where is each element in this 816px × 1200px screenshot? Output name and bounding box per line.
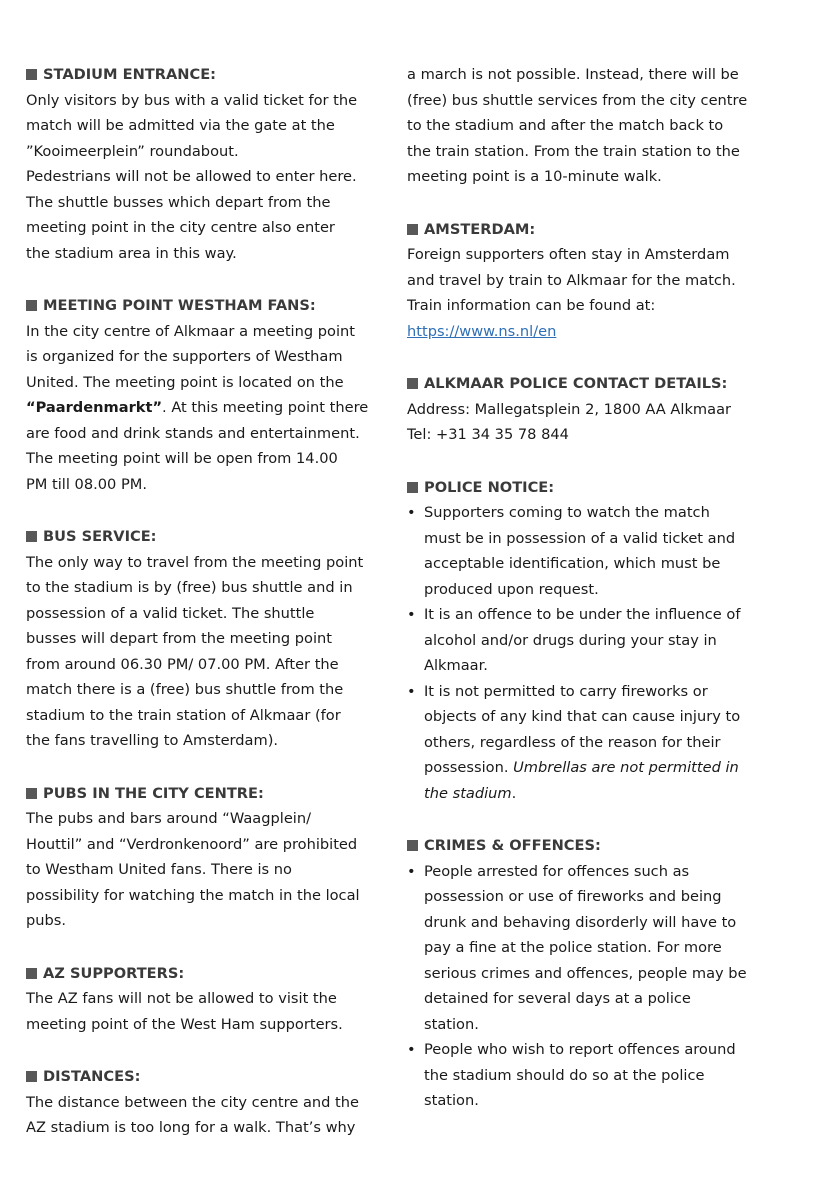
square-bullet-icon (26, 968, 37, 979)
square-bullet-icon (26, 531, 37, 542)
paragraph-line: meeting point in the city centre also enter (26, 219, 335, 236)
paragraph-line: Only visitors by bus with a valid ticket for the (26, 91, 358, 109)
paragraph-line: from around 06.30 PM/ 07.00 PM. After the (26, 655, 339, 673)
section-heading: AMSTERDAM: (407, 217, 757, 243)
square-bullet-icon (26, 1071, 37, 1082)
bullet-icon: • (407, 682, 416, 700)
ns-train-info-link[interactable]: https://www.ns.nl/en (407, 322, 557, 340)
section-heading: CRIMES & OFFENCES: (407, 833, 757, 859)
list-item: • People who wish to report offences around the stadium should do so at the police station. (407, 1037, 757, 1114)
police-telephone: Tel: +31 34 35 78 844 (407, 426, 569, 443)
pubs-section (26, 781, 371, 934)
paragraph-line: and travel by train to Alkmaar for the match. (407, 271, 736, 289)
square-bullet-icon (407, 224, 418, 235)
paragraph-line: possession of a valid ticket. The shuttle (26, 604, 315, 622)
section-heading: MEETING POINT WESTHAM FANS: (26, 293, 371, 319)
crimes-section (407, 833, 757, 1114)
list-item: • People arrested for offences such as possession or use of fireworks and being drunk and behaving disorderly will have to pay a fine at the police station. For more serious crimes and offences, people may be detained for several days at a police station. (407, 859, 757, 1038)
section-heading: POLICE NOTICE: (407, 475, 757, 501)
az-supporters-section (26, 961, 371, 1038)
paragraph-line: The only way to travel from the meeting point (26, 553, 364, 571)
paragraph-line: stadium to the train station of Alkmaar (for (26, 706, 341, 724)
paragraph-line: pubs. (26, 912, 67, 929)
paragraph-line: the train station. From the train station to the (407, 142, 740, 160)
paragraph-line: In the city centre of Alkmaar a meeting point (26, 322, 355, 340)
paragraph-line: PM till 08.00 PM. (26, 475, 148, 493)
paragraph-line: Houttil” and “Verdronkenoord” are prohibited (26, 835, 358, 853)
list-item: • Supporters coming to watch the match must be in possession of a valid ticket and acceptable identification, which must be produced upon request. (407, 500, 757, 602)
paragraph-line: match there is a (free) bus shuttle from the (26, 681, 344, 698)
paragraph-line: meeting point of the West Ham supporters. (26, 1015, 343, 1033)
paragraph-line: to Westham United fans. There is no (26, 861, 292, 878)
paragraph-line: Pedestrians will not be allowed to enter here. (26, 168, 357, 185)
paragraph-line: busses will depart from the meeting point (26, 630, 332, 647)
square-bullet-icon (407, 378, 418, 389)
section-heading: PUBS IN THE CITY CENTRE: (26, 781, 371, 807)
section-heading: DISTANCES: (26, 1064, 371, 1090)
amsterdam-section (407, 217, 757, 345)
list-item: • It is an offence to be under the influence of alcohol and/or drugs during your stay in Alkmaar. (407, 602, 757, 679)
paragraph-line: ”Kooimeerplein” roundabout. (26, 142, 239, 160)
square-bullet-icon (26, 788, 37, 799)
stadium-entrance-section (26, 62, 371, 266)
square-bullet-icon (26, 69, 37, 80)
paragraph-line: AZ stadium is too long for a walk. That’s why (26, 1119, 356, 1136)
paragraph-line: The shuttle busses which depart from the (26, 193, 331, 211)
bullet-icon: • (407, 1041, 416, 1058)
bullet-icon: • (407, 504, 416, 521)
paragraph-line: The distance between the city centre and the (26, 1093, 359, 1111)
paragraph-line: match will be admitted via the gate at the (26, 117, 335, 134)
right-column (407, 62, 757, 1141)
paragraph-line: to the stadium and after the match back to (407, 117, 724, 134)
umbrella-notice: Umbrellas are not permitted in (513, 759, 739, 776)
section-heading: STADIUM ENTRANCE: (26, 62, 371, 88)
section-heading: AZ SUPPORTERS: (26, 961, 371, 987)
paragraph-line: United. The meeting point is located on the (26, 373, 344, 391)
section-heading: BUS SERVICE: (26, 524, 371, 550)
paragraph-line: (free) bus shuttle services from the city centre (407, 91, 748, 109)
police-contact-section (407, 371, 757, 448)
meeting-location-name: “Paardenmarkt” (26, 399, 163, 416)
paragraph-line: The pubs and bars around “Waagplein/ (26, 810, 312, 827)
bullet-icon: • (407, 606, 416, 623)
paragraph-line: The AZ fans will not be allowed to visit the (26, 990, 337, 1007)
paragraph-line: possibility for watching the match in the local (26, 886, 360, 904)
paragraph-line: are food and drink stands and entertainment. (26, 424, 360, 442)
section-heading: ALKMAAR POLICE CONTACT DETAILS: (407, 371, 757, 397)
paragraph-line: Train information can be found at: (407, 297, 656, 314)
paragraph-line: to the stadium is by (free) bus shuttle and in (26, 579, 353, 596)
paragraph-line: the stadium area in this way. (26, 244, 237, 262)
distances-continued (407, 62, 757, 190)
police-address: Address: Mallegatsplein 2, 1800 AA Alkmaar (407, 400, 732, 418)
bullet-icon: • (407, 862, 416, 880)
square-bullet-icon (407, 840, 418, 851)
bus-service-section (26, 524, 371, 754)
paragraph-line: “Paardenmarkt”. At this meeting point there (26, 399, 369, 416)
meeting-point-section (26, 293, 371, 497)
distances-section (26, 1064, 371, 1141)
list-item: • It is not permitted to carry fireworks or objects of any kind that can cause injury to others, regardless of the reason for their possession. Umbrellas are not permitted in the stadium. (407, 679, 757, 807)
square-bullet-icon (407, 482, 418, 493)
paragraph-line: The meeting point will be open from 14.00 (26, 450, 338, 467)
police-notice-section (407, 475, 757, 807)
paragraph-line: a march is not possible. Instead, there will be (407, 66, 739, 83)
paragraph-line: is organized for the supporters of Westham (26, 348, 343, 365)
paragraph-line: the fans travelling to Amsterdam). (26, 732, 279, 749)
square-bullet-icon (26, 300, 37, 311)
left-column (26, 62, 371, 1168)
paragraph-line: Foreign supporters often stay in Amsterdam (407, 246, 730, 263)
paragraph-line: meeting point is a 10-minute walk. (407, 168, 662, 185)
